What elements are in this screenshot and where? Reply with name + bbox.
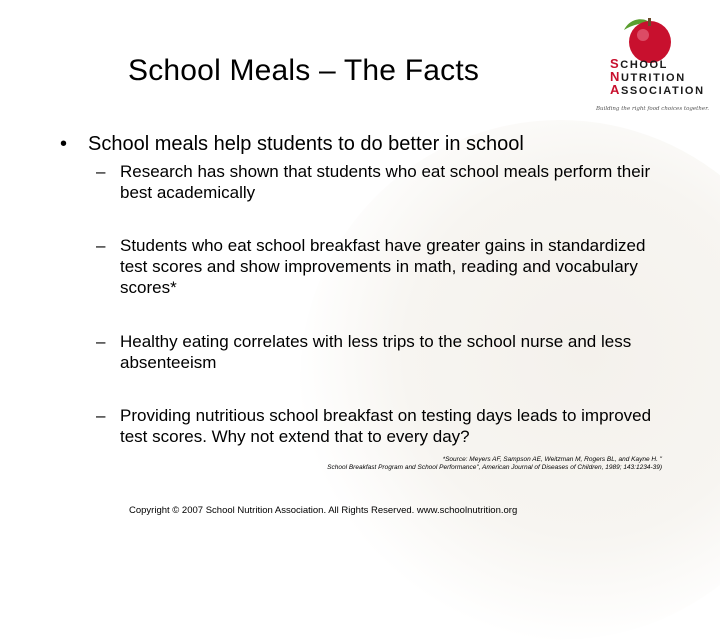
subpoint-1 — [96, 161, 656, 203]
source-line-2: School Breakfast Program and School Performance", American Journal of Diseases of Children, 1989; 143:1234-39) — [327, 464, 662, 471]
bullet-marker: • — [60, 133, 68, 155]
subpoint-text: Healthy eating correlates with less trips to the school nurse and less absenteeism — [120, 332, 632, 372]
subpoint-2 — [96, 235, 656, 298]
subpoint-text: Students who eat school breakfast have greater gains in standardized test scores and show improvements in math, reading and vocabulary scores* — [120, 236, 646, 297]
main-bullet — [60, 133, 524, 156]
source-line-1: *Source: Meyers AF, Sampson AE, Weitzman M, Rogers BL, and Kayne H. " — [442, 456, 662, 463]
subpoint-4 — [96, 405, 666, 447]
dash-marker: – — [96, 162, 106, 181]
logo-line-association: ASSOCIATION — [610, 82, 705, 97]
copyright-footer: Copyright © 2007 School Nutrition Association. All Rights Reserved. www.schoolnutrition.org — [129, 505, 518, 516]
logo-line-school: SCHOOL — [610, 56, 669, 71]
logo-tagline: Building the right food choices together. — [596, 106, 709, 112]
dash-marker: – — [96, 406, 106, 425]
subpoint-text: Providing nutritious school breakfast on testing days leads to improved test scores. Why not extend that to every day? — [120, 406, 652, 446]
main-bullet-text: School meals help students to do better in school — [88, 133, 524, 155]
dash-marker: – — [96, 332, 106, 351]
slide-title: School Meals – The Facts — [128, 54, 480, 87]
school-nutrition-association-logo — [586, 12, 712, 116]
logo-line-nutrition: NUTRITION — [610, 69, 686, 84]
subpoint-3 — [96, 331, 656, 373]
dash-marker: – — [96, 236, 106, 255]
subpoint-text: Research has shown that students who eat school meals perform their best academically — [120, 162, 651, 202]
logo-wordmark — [610, 58, 705, 97]
source-citation — [300, 456, 662, 472]
